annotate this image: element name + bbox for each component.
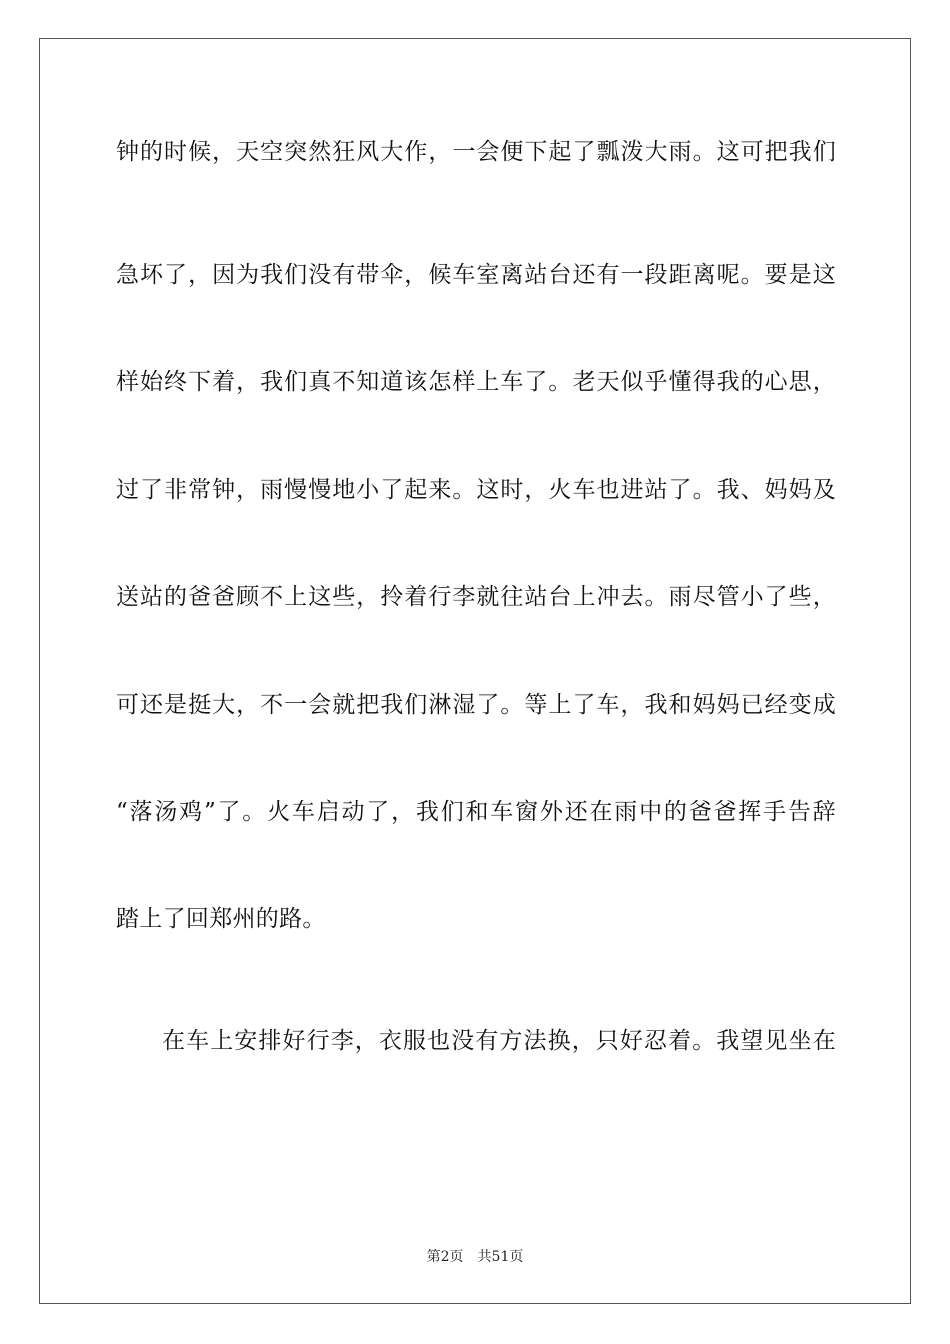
paragraph-line-6: 可还是挺大，不一会就把我们淋湿了。等上了车，我和妈妈已经变成 bbox=[116, 692, 836, 718]
page-number: 第2页 bbox=[426, 1249, 464, 1265]
paragraph-line-8: 踏上了回郑州的路。 bbox=[116, 906, 326, 932]
paragraph-line-4: 过了非常钟，雨慢慢地小了起来。这时，火车也进站了。我、妈妈及 bbox=[116, 477, 836, 503]
paragraph-line-9: 在车上安排好行李，衣服也没有方法换，只好忍着。我望见坐在 bbox=[162, 1028, 836, 1054]
paragraph-line-3: 样始终下着，我们真不知道该怎样上车了。老天似乎懂得我的心思， bbox=[116, 369, 836, 395]
paragraph-line-5: 送站的爸爸顾不上这些，拎着行李就往站台上冲去。雨尽管小了些， bbox=[116, 584, 836, 610]
paragraph-line-1: 钟的时候，天空突然狂风大作，一会便下起了瓢泼大雨。这可把我们 bbox=[116, 139, 836, 165]
page-footer bbox=[0, 1248, 950, 1266]
paragraph-line-7: “落汤鸡”了。火车启动了，我们和车窗外还在雨中的爸爸挥手告辞 bbox=[116, 799, 836, 825]
paragraph-line-2: 急坏了，因为我们没有带伞，候车室离站台还有一段距离呢。要是这 bbox=[116, 262, 836, 288]
page-total: 共51页 bbox=[477, 1249, 524, 1265]
page-border bbox=[39, 38, 911, 1304]
